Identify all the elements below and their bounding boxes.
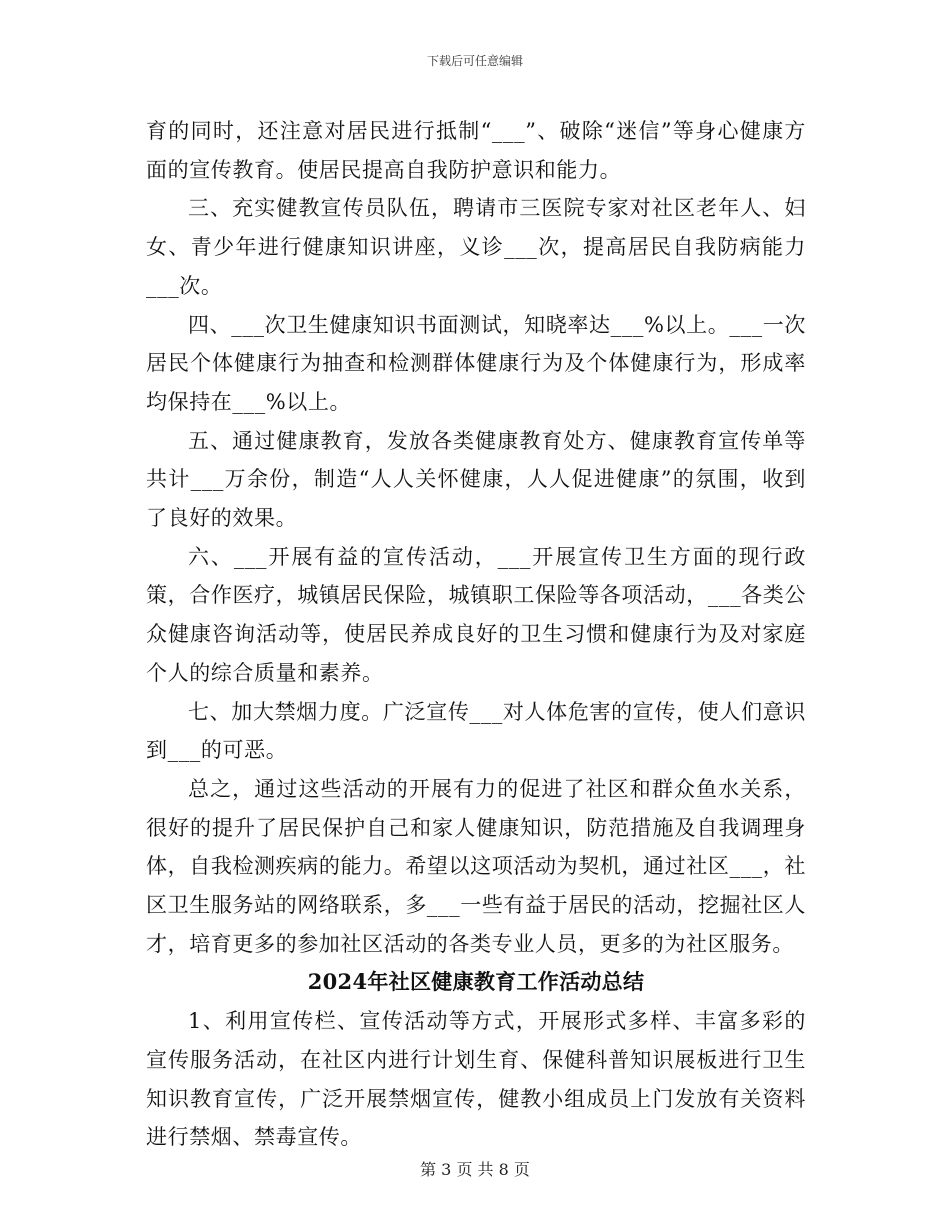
header-note: 下载后可任意编辑 (426, 54, 523, 68)
paragraph-item-4: 四、___次卫生健康知识书面测试，知晓率达___%以上。___一次居民个体健康行为抽查和检测群体健康行为及个体健康行为，形成率均保持在___%以上。 (146, 312, 806, 414)
paragraph-item-6: 六、___开展有益的宣传活动，___开展宣传卫生方面的现行政策，合作医疗，城镇居民保险，城镇职工保险等各项活动，___各类公众健康咨询活动等，使居民养成良好的卫生习惯和健康行为及对家庭个人的综合质量和素养。 (146, 544, 806, 685)
paragraph-summary: 总之，通过这些活动的开展有力的促进了社区和群众鱼水关系，很好的提升了居民保护自己和家人健康知识，防范措施及自我调理身体，自我检测疾病的能力。希望以这项活动为契机，通过社区___，社区卫生服务站的网络联系，多___一些有益于居民的活动，挖掘社区人才，培育更多的参加社区活动的各类专业人员，更多的为社区服务。 (146, 776, 806, 956)
paragraph-item-3: 三、充实健教宣传员队伍，聘请市三医院专家对社区老年人、妇女、青少年进行健康知识讲座，义诊___次，提高居民自我防病能力___次。 (146, 196, 806, 298)
paragraph-item-7: 七、加大禁烟力度。广泛宣传___对人体危害的宣传，使人们意识到___的可恶。 (146, 699, 806, 763)
paragraph-item-5: 五、通过健康教育，发放各类健康教育处方、健康教育宣传单等共计___万余份，制造“人人关怀健康，人人促进健康”的氛围，收到了良好的效果。 (146, 428, 806, 531)
paragraph-point-1: 1、利用宣传栏、宣传活动等方式，开展形式多样、丰富多彩的宣传服务活动，在社区内进行计划生育、保健科普知识展板进行卫生知识教育宣传，广泛开展禁烟宣传，健教小组成员上门发放有关资料进行禁烟、禁毒宣传。 (146, 1009, 806, 1150)
section-title: 2024年社区健康教育工作活动总结 (307, 969, 645, 995)
page-footer: 第 3 页 共 8 页 (420, 1160, 530, 1179)
document-body (146, 112, 806, 1157)
paragraph-continuation: 育的同时，还注意对居民进行抵制“___”、破除“迷信”等身心健康方面的宣传教育。使居民提高自我防护意识和能力。 (146, 119, 806, 182)
